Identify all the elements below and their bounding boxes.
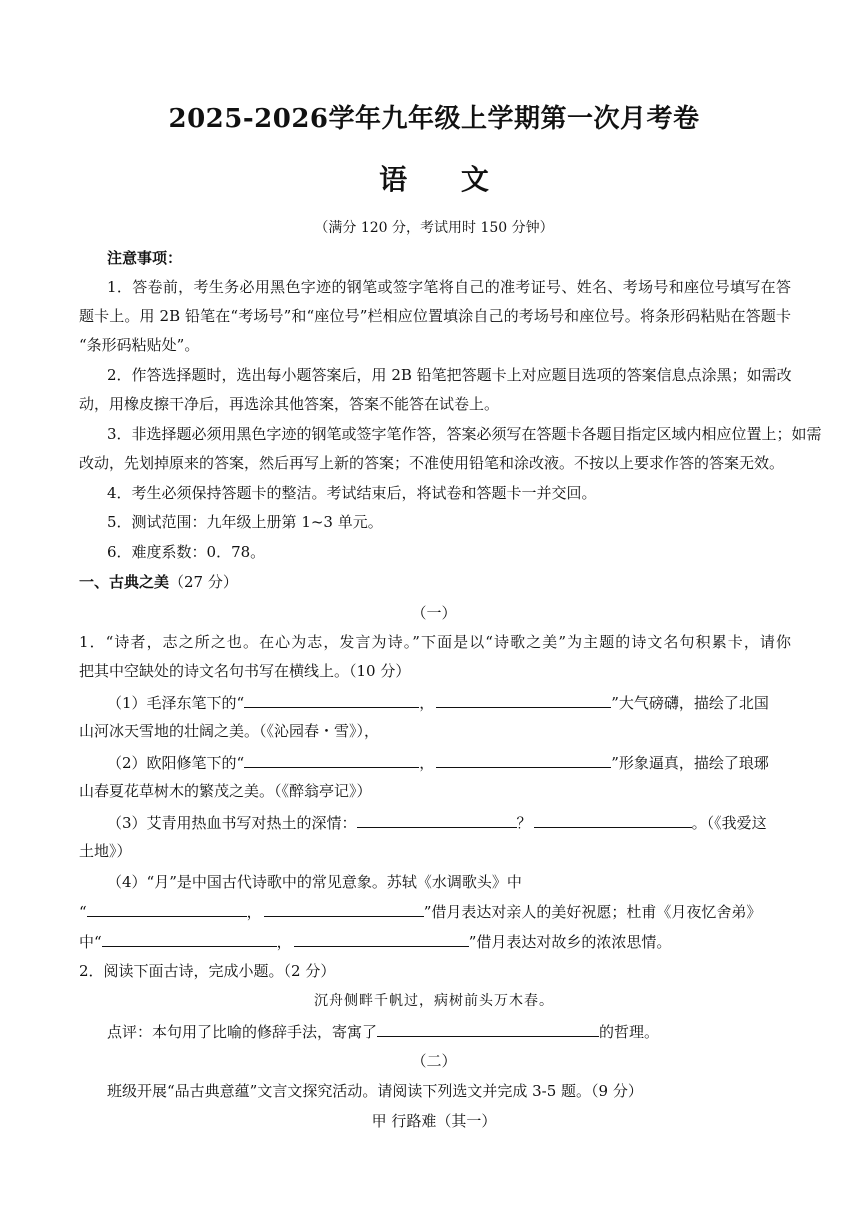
part-1-label: （一） <box>411 604 457 622</box>
question-1-1-b: 山河冰天雪地的壮阔之美。（《沁园春・雪》）， <box>79 722 380 740</box>
q1-4-suffix: ”借月表达对故乡的浓浓思情。 <box>468 933 672 951</box>
note-1c: “条形码粘贴处”。 <box>79 336 200 354</box>
comma: ， <box>419 754 435 772</box>
answer-blank[interactable] <box>244 752 419 768</box>
poem-line: 沉舟侧畔千帆过，病树前头万木春。 <box>314 993 554 1009</box>
question-1-4-c <box>79 931 791 952</box>
open-quote: “ <box>79 903 87 921</box>
question-mark: ？ <box>516 814 532 832</box>
text-title: 甲 行路难（其一） <box>371 1112 497 1130</box>
section-1-heading <box>79 572 791 592</box>
note-6: 6．难度系数：0．78。 <box>107 543 266 561</box>
answer-blank[interactable] <box>357 812 517 828</box>
answer-blank[interactable] <box>244 692 419 708</box>
notes-heading: 注意事项： <box>107 249 183 267</box>
question-1-4: （4）“月”是中国古代诗歌中的常见意象。苏轼《水调歌头》中 <box>107 873 522 891</box>
subject-title: 语 文 <box>379 163 511 196</box>
section-1-score: （27 分） <box>169 573 238 591</box>
question-1-1 <box>107 692 819 713</box>
q1-1-prefix: （1）毛泽东笔下的“ <box>107 694 245 712</box>
q1-2-prefix: （2）欧阳修笔下的“ <box>107 754 245 772</box>
q1-4-prefix: 中“ <box>79 933 102 951</box>
section-1-title: 一、古典之美 <box>79 573 170 591</box>
comma: ， <box>276 933 292 951</box>
question-1-2 <box>107 752 819 773</box>
answer-blank[interactable] <box>377 1021 599 1037</box>
answer-blank[interactable] <box>436 692 611 708</box>
comment-suffix: 的哲理。 <box>599 1023 660 1041</box>
question-1-3 <box>107 812 819 833</box>
comment-line <box>107 1021 819 1042</box>
part-2-label: （二） <box>411 1052 457 1070</box>
comma: ， <box>246 903 262 921</box>
activity-intro: 班级开展“品古典意蕴”文言文探究活动。请阅读下列选文并完成 3-5 题。（9 分） <box>107 1082 643 1100</box>
q1-3-suffix: 。（《我爱这 <box>691 814 767 832</box>
answer-blank[interactable] <box>534 812 692 828</box>
question-1-b: 把其中空缺处的诗文名句书写在横线上。（10 分） <box>79 662 411 680</box>
q1-1-suffix: ”大气磅礴，描绘了北国 <box>611 694 769 712</box>
answer-blank[interactable] <box>264 901 424 917</box>
answer-blank[interactable] <box>87 901 247 917</box>
note-1b: 题卡上。用 2B 铅笔在“考场号”和“座位号”栏相应位置填涂自己的考场号和座位号。将条形码粘贴在答题卡 <box>79 307 791 325</box>
answer-blank[interactable] <box>102 931 277 947</box>
note-3b: 改动，先划掉原来的答案，然后再写上新的答案；不准使用铅笔和涂改液。不按以上要求作答的答案无效。 <box>79 454 785 472</box>
comment-prefix: 点评：本句用了比喻的修辞手法，寄寓了 <box>107 1023 378 1041</box>
question-1-4-b <box>79 901 791 922</box>
q1-2-suffix: ”形象逼真，描绘了琅琊 <box>611 754 769 772</box>
answer-blank[interactable] <box>294 931 469 947</box>
answer-blank[interactable] <box>436 752 611 768</box>
note-4: 4．考生必须保持答题卡的整洁。考试结束后，将试卷和答题卡一并交回。 <box>107 484 597 502</box>
note-2a: 2．作答选择题时，选出每小题答案后，用 2B 铅笔把答题卡上对应题目选项的答案信息点涂黑；如需改 <box>107 366 792 384</box>
question-2: 2．阅读下面古诗，完成小题。（2 分） <box>79 962 336 980</box>
note-2b: 动，用橡皮擦干净后，再选涂其他答案，答案不能答在试卷上。 <box>79 395 500 413</box>
note-1a: 1．答卷前，考生务必用黑色字迹的钢笔或签字笔将自己的准考证号、姓名、考场号和座位号填写在答 <box>107 278 791 296</box>
q1-3-prefix: （3）艾青用热血书写对热土的深情： <box>107 814 357 832</box>
note-5: 5．测试范围：九年级上册第 1~3 单元。 <box>107 513 383 531</box>
comma: ， <box>419 694 435 712</box>
question-1-a: 1．“诗者，志之所之也。在心为志，发言为诗。”下面是以“诗歌之美”为主题的诗文名句积累卡，请你 <box>79 633 791 651</box>
question-1-2-b: 山春夏花草树木的繁茂之美。（《醉翁亭记》） <box>79 782 372 800</box>
note-3a: 3．非选择题必须用黑色字迹的钢笔或签字笔作答，答案必须写在答题卡各题目指定区域内相应位置上；如需 <box>107 425 822 443</box>
question-1-3-b: 土地》） <box>79 842 132 860</box>
exam-meta: （满分 120 分，考试用时 150 分钟） <box>314 220 554 236</box>
exam-title: 2025-2026学年九年级上学期第一次月考卷 <box>168 104 700 134</box>
q1-4-middle: ”借月表达对亲人的美好祝愿；杜甫《月夜忆舍弟》 <box>423 903 762 921</box>
